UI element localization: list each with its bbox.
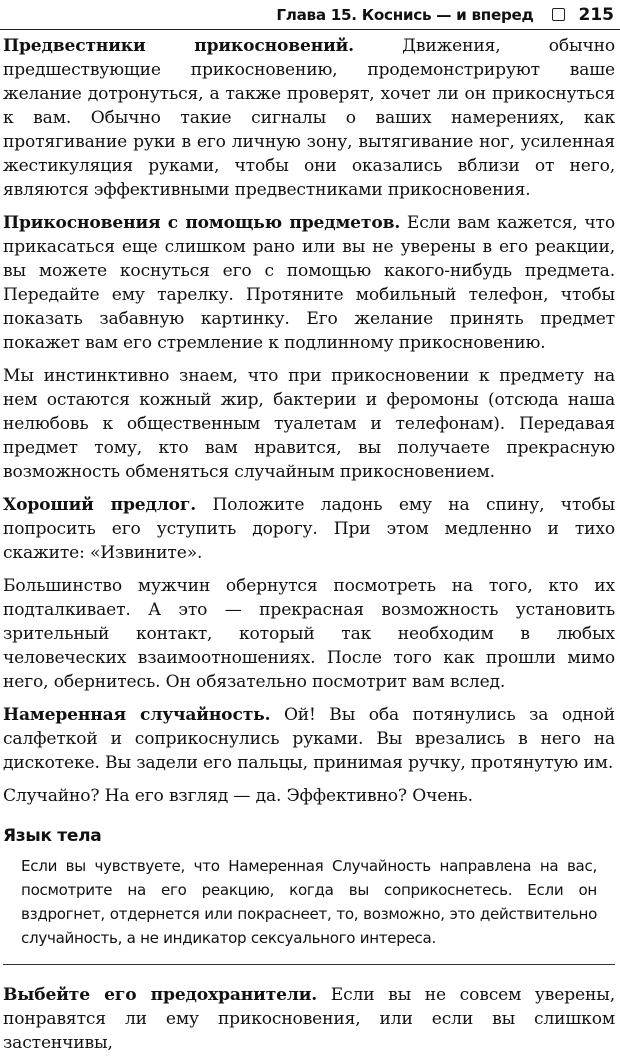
paragraph xyxy=(3,493,615,565)
paragraph-text: Положите ладонь ему на спину, чтобы попросить его уступить дорогу. При этом медленно и тихо скажите: «Извините». xyxy=(3,495,615,563)
paragraph xyxy=(3,34,615,202)
sidebar-text: Если вы чувствуете, что Намеренная Случайность направлена на вас, посмотрите на его реакцию, когда вы соприкоснетесь. Если он вздрогнет, отдернется или покраснеет, то, возможно, это действительно случайность, а не индикатор сексуального интереса. xyxy=(21,857,597,947)
page-body xyxy=(3,34,615,1064)
paragraph-lead: Прикосновения с помощью предметов. xyxy=(3,213,401,233)
paragraph-text: Если вам кажется, что прикасаться еще слишком рано или вы не уверены в его реакции, вы можете коснуться его с помощью какого-нибудь предмета. Передайте ему тарелку. Протяните мобильный телефон, чтобы показать забавную картинку. Его желание принять предмет покажет вам его стремление к подлинному прикосновению. xyxy=(3,213,615,353)
paragraph-text: Движения, обычно предшествующие прикосновению, продемонстрируют ваше желание дотронуться, а также проверят, хочет ли он прикоснуться к вам. Обычно такие сигналы о ваших намерениях, как протягивание руки в его личную зону, вытягивание ног, усиленная жестикуляция руками, чтобы они оказались вблизи от него, являются эффективными предвестниками прикосновения. xyxy=(3,36,616,200)
paragraph-lead: Намеренная случайность. xyxy=(3,705,271,725)
paragraph-lead: Выбейте его предохранители. xyxy=(3,985,318,1005)
paragraph-text: Мы инстинктивно знаем, что при прикосновении к предмету на нем остаются кожный жир, бактерии и феромоны (отсюда наша нелюбовь к общественным туалетам и телефонам). Передавая предмет тому, кто вам нравится, вы получаете прекрасную возможность обменяться случайным прикосновением. xyxy=(3,366,615,482)
paragraph xyxy=(3,703,615,775)
square-bullet-icon xyxy=(552,8,565,21)
paragraph xyxy=(3,211,615,355)
paragraph-lead: Хороший предлог. xyxy=(3,495,197,515)
sidebar-box xyxy=(3,851,615,965)
paragraph xyxy=(3,784,615,808)
paragraph xyxy=(3,364,615,484)
paragraph-text: Ой! Вы оба потянулись за одной салфеткой и соприкоснулись руками. Вы врезались в него на дискотеке. Вы задели его пальцы, принимая ручку, протянутую им. xyxy=(3,705,615,773)
paragraph-text: Большинство мужчин обернутся посмотреть на того, кто их подталкивает. А это — прекрасная возможность установить зрительный контакт, который так необходим в любых человеческих взаимоотношениях. После того как прошли мимо него, обернитесь. Он обязательно посмотрит вам вслед. xyxy=(3,576,615,692)
sidebar-heading: Язык тела xyxy=(3,826,102,846)
paragraph xyxy=(3,983,615,1055)
paragraph xyxy=(3,574,615,694)
running-header xyxy=(0,0,620,30)
paragraph-text: Случайно? На его взгляд — да. Эффективно? Очень. xyxy=(3,786,473,806)
paragraph-text: Если вы не совсем уверены, понравятся ли ему прикосновения, или если вы слишком застенчивы, xyxy=(3,985,615,1053)
page-number: 215 xyxy=(578,4,614,25)
running-title: Глава 15. Коснись — и вперед xyxy=(276,5,534,24)
paragraph-lead: Предвестники прикосновений. xyxy=(3,36,354,56)
